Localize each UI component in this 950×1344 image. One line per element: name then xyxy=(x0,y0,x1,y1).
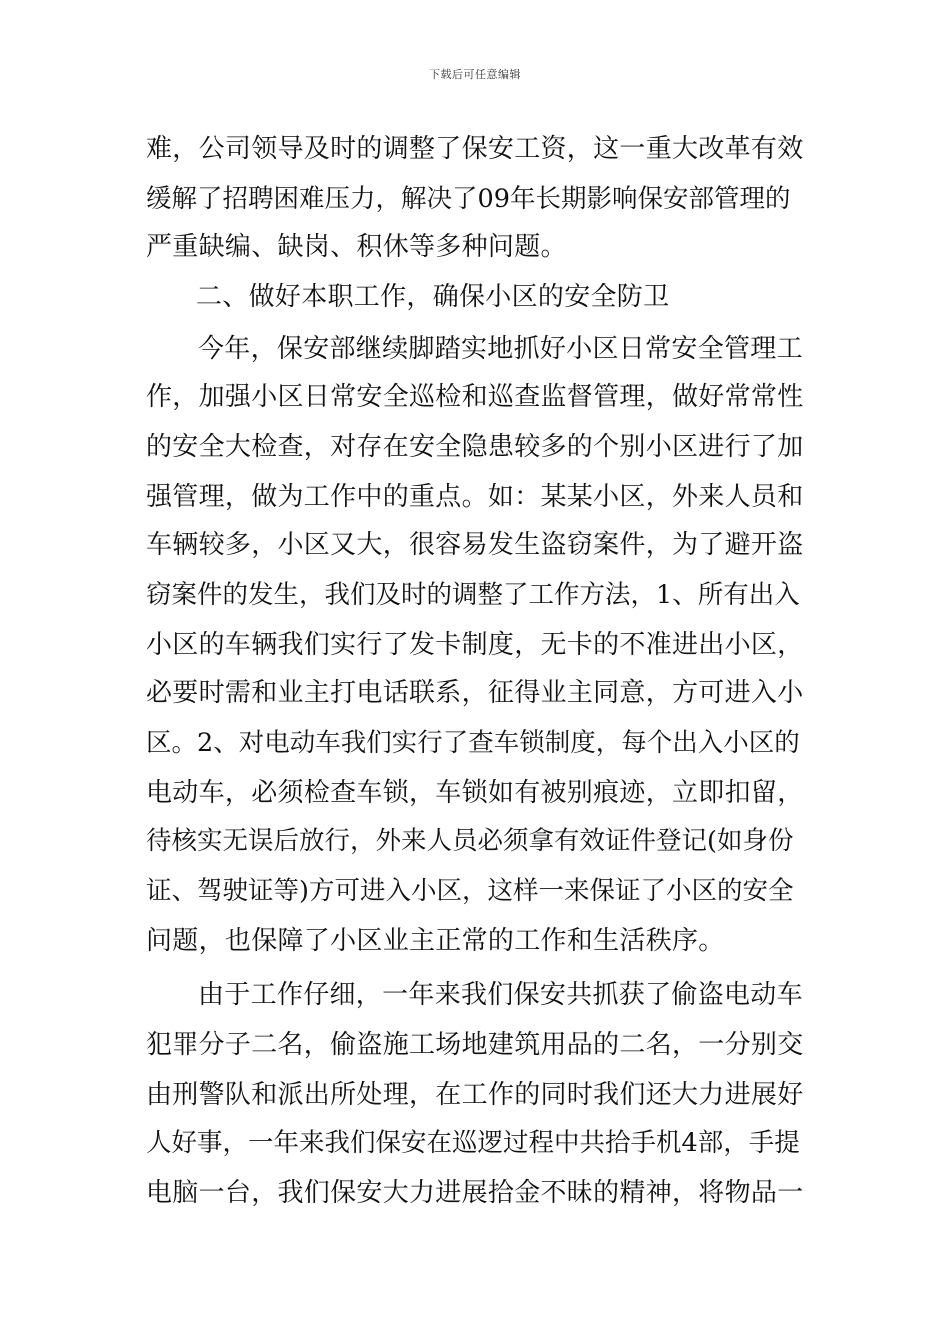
text-line: 作，加强小区日常安全巡检和巡查监督管理，做好常常性 xyxy=(146,382,804,412)
text-line: 电脑一台，我们保安大力进展拾金不昧的精神，将物品一 xyxy=(146,1178,804,1208)
text-line: 犯罪分子二名，偷盗施工场地建筑用品的二名，一分别交 xyxy=(146,1030,804,1060)
text-line: 难，公司领导及时的调整了保安工资，这一重大改革有效 xyxy=(146,134,804,164)
text-line: 必要时需和业主打电话联系，征得业主同意，方可进入小 xyxy=(146,678,804,708)
text-line: 的安全大检查，对存在安全隐患较多的个别小区进行了加 xyxy=(146,432,804,462)
text-line: 问题，也保障了小区业主正常的工作和生活秩序。 xyxy=(146,926,725,956)
text-line: 缓解了招聘困难压力，解决了09年长期影响保安部管理的 xyxy=(146,184,791,214)
text-line: 区。2、对电动车我们实行了查车锁制度，每个出入小区的 xyxy=(146,728,800,758)
text-line: 强管理，做为工作中的重点。如：某某小区，外来人员和 xyxy=(146,482,804,512)
text-line: 电动车，必须检查车锁，车锁如有被别痕迹，立即扣留， xyxy=(146,778,804,808)
section-heading: 二、做好本职工作，确保小区的安全防卫 xyxy=(196,282,670,312)
page-header: 下载后可任意编辑 xyxy=(429,68,521,81)
text-line: 车辆较多，小区又大，很容易发生盗窃案件，为了避开盗 xyxy=(146,530,804,560)
text-line: 人好事，一年来我们保安在巡逻过程中共拾手机4部，手提 xyxy=(146,1128,800,1158)
text-line: 由刑警队和派出所处理，在工作的同时我们还大力进展好 xyxy=(146,1080,804,1110)
text-line: 小区的车辆我们实行了发卡制度，无卡的不准进出小区， xyxy=(146,630,804,660)
text-line: 由于工作仔细，一年来我们保安共抓获了偷盗电动车 xyxy=(198,980,803,1010)
text-line: 待核实无误后放行，外来人员必须拿有效证件登记(如身份 xyxy=(146,826,794,856)
text-line: 窃案件的发生，我们及时的调整了工作方法，1、所有出入 xyxy=(146,580,800,610)
text-line: 今年，保安部继续脚踏实地抓好小区日常安全管理工 xyxy=(198,334,803,364)
text-line: 证、驾驶证等)方可进入小区，这样一来保证了小区的安全 xyxy=(146,876,794,906)
text-line: 严重缺编、缺岗、积休等多种问题。 xyxy=(146,232,567,262)
